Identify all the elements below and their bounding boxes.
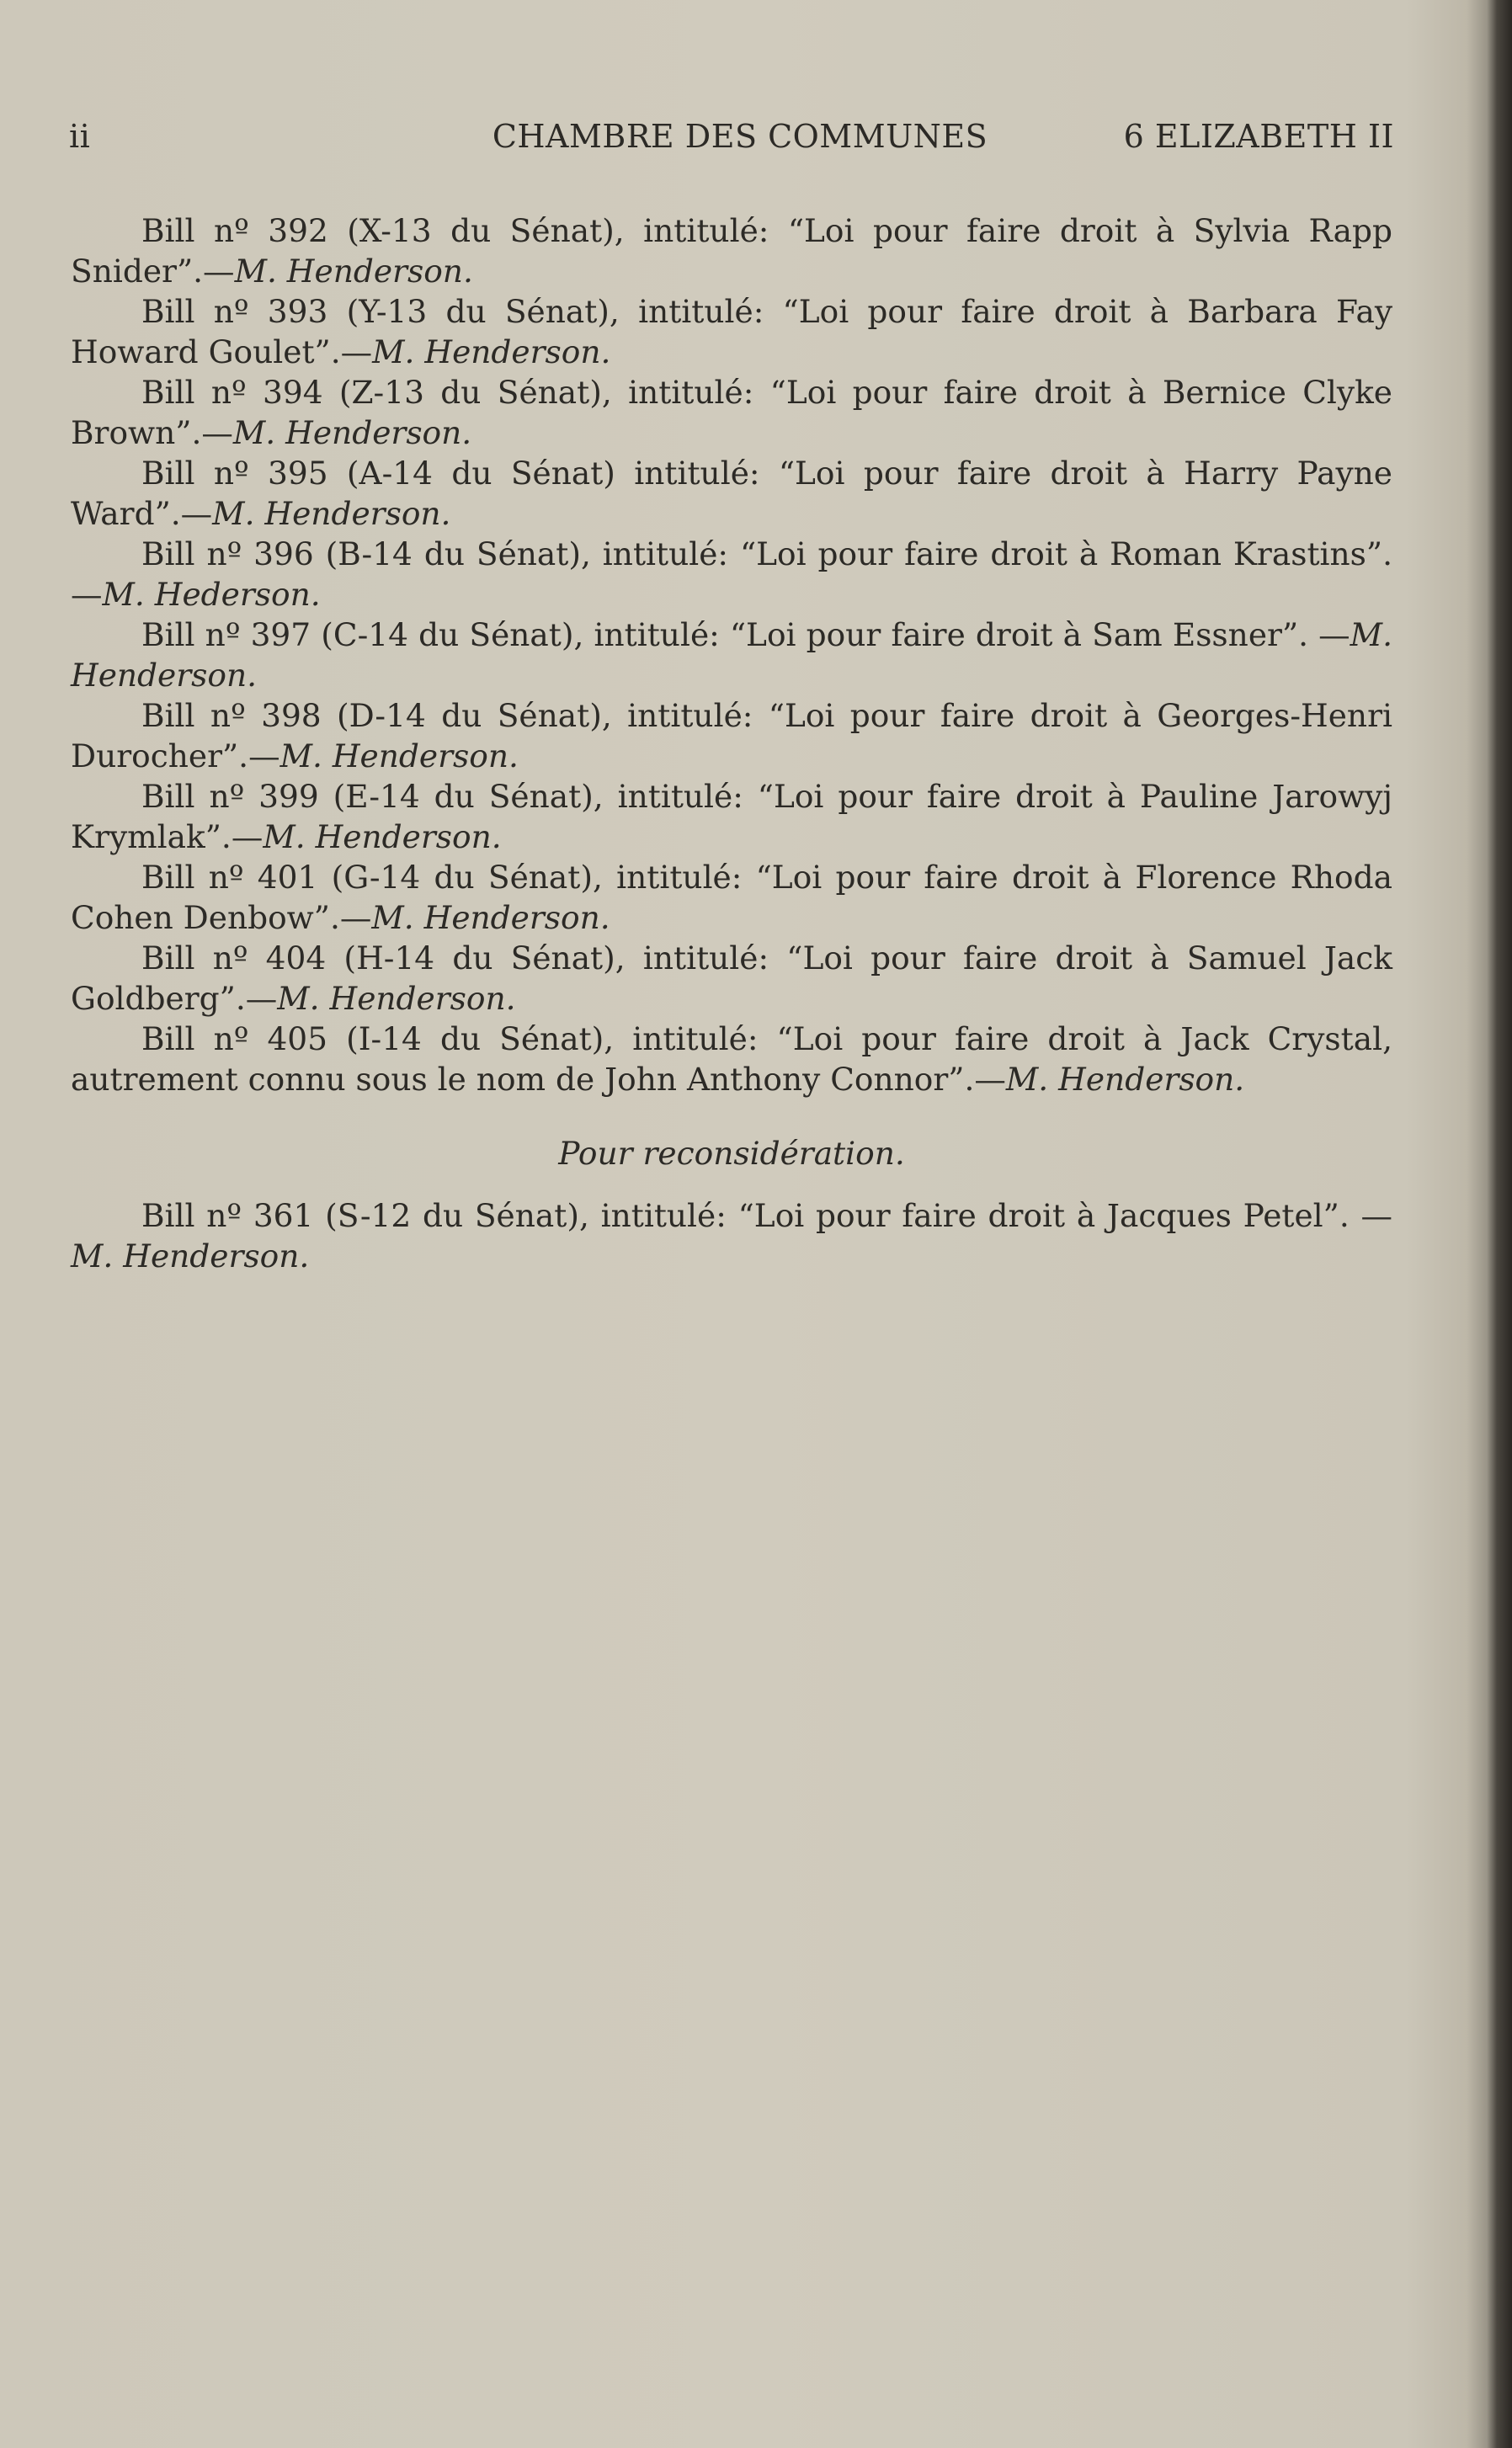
page-number: ii (69, 118, 91, 155)
bill-list (71, 210, 1392, 1276)
bill-entry (71, 372, 1392, 453)
bill-text: Bill nº 394 (Z-13 du Sénat), intitulé: “Loi pour faire droit à Bernice Clyke Brown”.— (71, 374, 1392, 451)
bill-text: Bill nº 399 (E-14 du Sénat), intitulé: “Loi pour faire droit à Pauline Jarowyj Krymlak”.— (71, 778, 1392, 855)
bill-text: Bill nº 395 (A-14 du Sénat) intitulé: “Loi pour faire droit à Harry Payne Ward”.— (71, 455, 1392, 532)
bill-entry (71, 776, 1392, 857)
bill-entry (71, 210, 1392, 291)
bill-sponsor: M. Henderson. (232, 414, 472, 451)
bill-sponsor: M. Henderson. (71, 616, 1392, 694)
bill-text: Bill nº 361 (S-12 du Sénat), intitulé: “Loi pour faire droit à Jacques Petel”. — (141, 1197, 1392, 1234)
bill-sponsor: M. Henderson. (234, 253, 473, 290)
bill-sponsor: M. Henderson. (277, 980, 516, 1017)
bill-text: Bill nº 405 (I-14 du Sénat), intitulé: “Loi pour faire droit à Jack Crystal, autrement connu sous le nom de John Anthony Connor”.— (71, 1020, 1392, 1098)
running-header (69, 118, 1394, 168)
bill-text: Bill nº 397 (C-14 du Sénat), intitulé: “Loi pour faire droit à Sam Essner”. — (141, 616, 1350, 653)
section-heading: Pour reconsidération. (558, 1135, 905, 1172)
bill-sponsor: M. Henderson. (372, 333, 611, 370)
bill-sponsor: M. Henderson. (263, 818, 502, 855)
header-title: CHAMBRE DES COMMUNES (492, 118, 988, 155)
bill-text: Bill nº 401 (G-14 du Sénat), intitulé: “Loi pour faire droit à Florence Rhoda Cohen Denbow”.— (71, 859, 1392, 936)
bill-entry (71, 1019, 1392, 1099)
bill-text: Bill nº 404 (H-14 du Sénat), intitulé: “Loi pour faire droit à Samuel Jack Goldberg”.— (71, 939, 1392, 1017)
bill-sponsor: M. Henderson. (280, 737, 519, 774)
bill-sponsor: M. Henderson. (1005, 1061, 1245, 1098)
bill-text: Bill nº 398 (D-14 du Sénat), intitulé: “Loi pour faire droit à Georges-Henri Durocher”.— (71, 697, 1392, 774)
header-session: 6 ELIZABETH II (1123, 118, 1394, 155)
bill-entry (71, 534, 1392, 615)
bill-entry (71, 615, 1392, 695)
bill-entry (71, 1195, 1392, 1276)
bill-text: Bill nº 392 (X-13 du Sénat), intitulé: “Loi pour faire droit à Sylvia Rapp Snider”.— (71, 212, 1392, 290)
bill-entry (71, 695, 1392, 776)
bill-sponsor: M. Henderson. (371, 899, 610, 936)
bill-sponsor: M. Henderson. (71, 1237, 310, 1275)
bill-sponsor: M. Henderson. (212, 495, 451, 532)
bill-text: Bill nº 396 (B-14 du Sénat), intitulé: “Loi pour faire droit à Roman Krastins”.— (71, 535, 1392, 613)
bill-entry (71, 291, 1392, 372)
bill-entry (71, 857, 1392, 938)
bill-sponsor: M. Hederson. (102, 576, 321, 613)
book-spine-edge (1487, 0, 1512, 2448)
bill-entry (71, 453, 1392, 534)
bill-text: Bill nº 393 (Y-13 du Sénat), intitulé: “Loi pour faire droit à Barbara Fay Howard Goulet”.— (71, 293, 1392, 370)
bill-entry (71, 938, 1392, 1019)
